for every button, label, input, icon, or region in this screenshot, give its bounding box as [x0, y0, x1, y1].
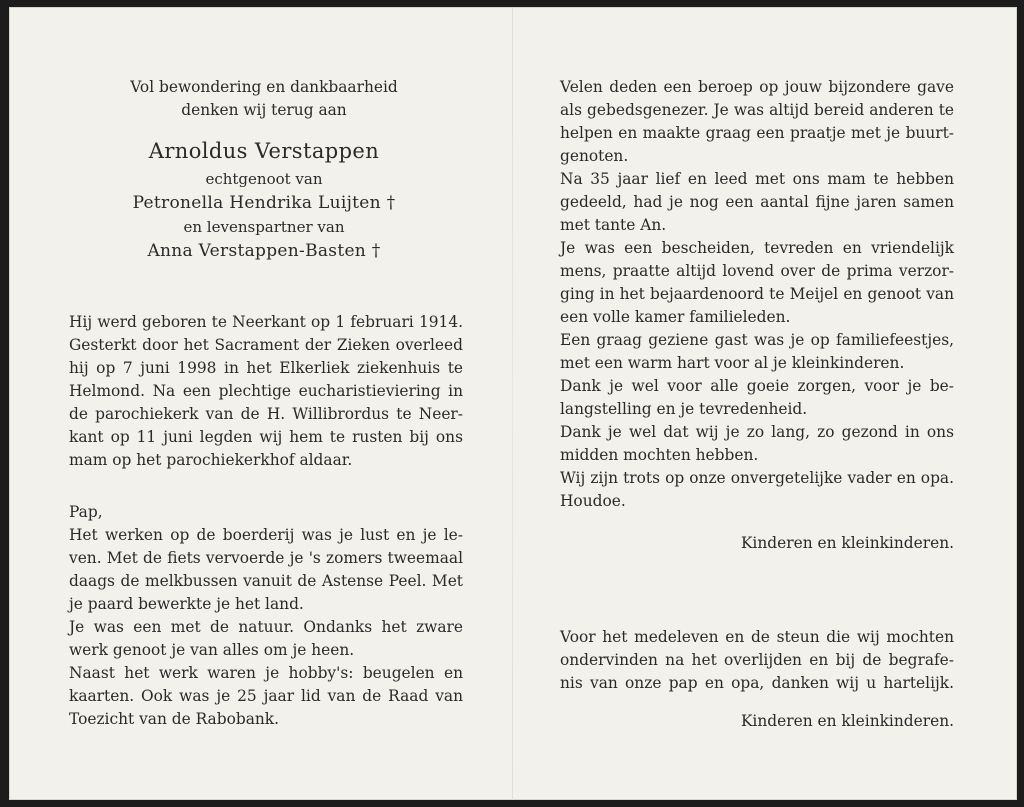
signature-1 — [560, 532, 954, 555]
partner-name: Anna Verstappen-Basten † — [147, 241, 381, 261]
letter-line: Het werken op de boerderij was je lust en je le- — [69, 526, 463, 544]
right-line: langstelling en je tevredenheid. — [560, 400, 808, 418]
right-line: Dank je wel voor alle goeie zorgen, voor je be- — [560, 377, 954, 395]
header-line-2: denken wij terug aan — [181, 101, 347, 119]
right-line: Na 35 jaar lief en leed met ons mam te hebben — [560, 170, 954, 188]
thanks-line: ondervinden na het overlijden en bij de begrafe- — [560, 651, 954, 669]
right-line: een volle kamer familieleden. — [560, 308, 791, 326]
letter-line: Toezicht van de Rabobank. — [69, 710, 280, 728]
right-line: Velen deden een beroep op jouw bijzondere gave — [560, 78, 954, 96]
bio-line: de parochiekerk van de H. Willibrordus te Neer- — [69, 405, 463, 423]
thanks-paragraph — [560, 626, 954, 695]
header-line-1: Vol bewondering en dankbaarheid — [130, 78, 398, 96]
right-line: met tante An. — [560, 216, 667, 234]
bio-line: mam op het parochiekerkhof aldaar. — [69, 451, 353, 469]
right-line: Een graag geziene gast was je op familiefeestjes, — [560, 331, 954, 349]
letter-line: kaarten. Ook was je 25 jaar lid van de Raad van — [69, 687, 463, 705]
letter-line: Je was een met de natuur. Ondanks het zware — [69, 618, 463, 636]
thanks-line: nis van onze pap en opa, danken wij u hartelijk. — [560, 674, 954, 692]
bio-line: Helmond. Na een plechtige eucharistieviering in — [69, 382, 463, 400]
right-line: mens, praatte altijd lovend over de prima verzor- — [560, 262, 954, 280]
bio-line: kant op 11 juni legden wij hem te rusten bij ons — [69, 428, 463, 446]
signature-text: Kinderen en kleinkinderen. — [740, 534, 954, 552]
bio-line: hij op 7 juni 1998 in het Elkerliek ziekenhuis te — [69, 359, 463, 377]
thanks-line: Voor het medeleven en de steun die wij mochten — [560, 628, 954, 646]
header-block — [64, 76, 464, 264]
letter-line: je paard bewerkte je het land. — [69, 595, 304, 613]
bio-line: Gesterkt door het Sacrament der Zieken overleed — [69, 336, 463, 354]
right-paragraph — [560, 76, 954, 513]
signature-2 — [560, 710, 954, 733]
right-line: helpen en maakte graag een praatje met je buurt- — [560, 124, 954, 142]
right-line: genoten. — [560, 147, 629, 165]
right-line: als gebedsgenezer. Je was altijd bereid anderen te — [560, 101, 954, 119]
letter-paragraph — [69, 501, 463, 731]
right-line: Wij zijn trots op onze onvergetelijke vader en opa. — [560, 469, 954, 487]
bio-paragraph — [69, 311, 463, 472]
bio-line: Hij werd geboren te Neerkant op 1 februari 1914. — [69, 313, 463, 331]
letter-line: ven. Met de fiets vervoerde je 's zomers tweemaal — [69, 549, 463, 567]
deceased-name: Arnoldus Verstappen — [148, 139, 380, 163]
letter-salutation: Pap, — [69, 503, 103, 521]
right-line: ging in het bejaardenoord te Meijel en genoot van — [560, 285, 954, 303]
letter-line: Naast het werk waren je hobby's: beugelen en — [69, 664, 463, 682]
right-line: Dank je wel dat wij je zo lang, zo gezond in ons — [560, 423, 954, 441]
right-line: met een warm hart voor al je kleinkinderen. — [560, 354, 905, 372]
signature-text: Kinderen en kleinkinderen. — [740, 712, 954, 730]
spouse-name: Petronella Hendrika Luijten † — [132, 193, 396, 213]
right-line: gedeeld, had je nog een aantal fijne jaren samen — [560, 193, 954, 211]
right-line: Houdoe. — [560, 492, 626, 510]
card-fold — [512, 7, 513, 800]
right-line: midden mochten hebben. — [560, 446, 759, 464]
letter-line: daags de melkbussen vanuit de Astense Peel. Met — [69, 572, 463, 590]
spouse-label: echtgenoot van — [205, 170, 323, 188]
letter-line: werk genoot je van alles om je heen. — [69, 641, 355, 659]
right-line: Je was een bescheiden, tevreden en vriendelijk — [560, 239, 954, 257]
partner-label: en levenspartner van — [183, 218, 345, 236]
